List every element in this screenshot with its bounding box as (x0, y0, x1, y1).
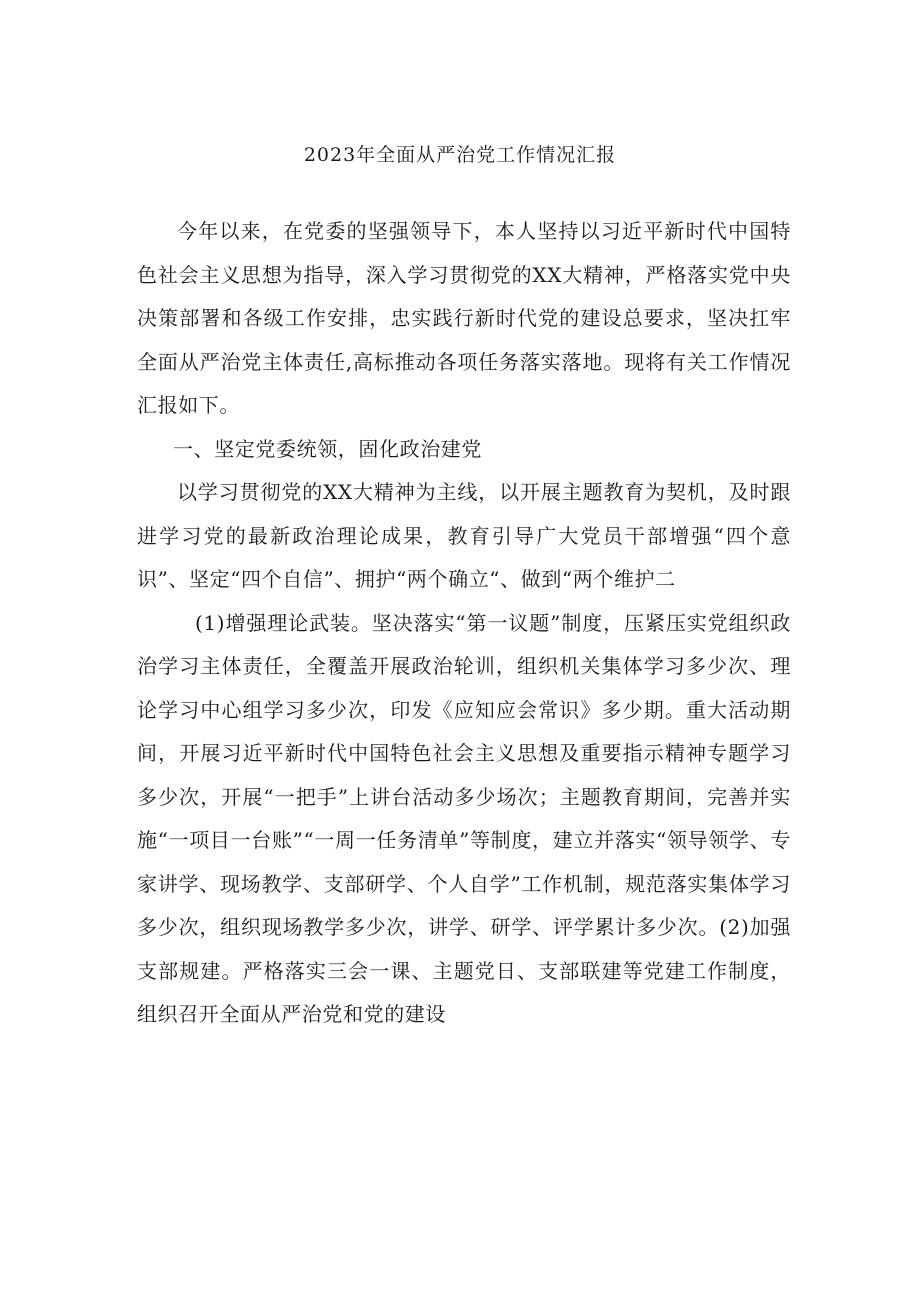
document-title: 2023年全面从严治党工作情况汇报 (303, 144, 617, 166)
paragraph-section-1: 以学习贯彻党的XX大精神为主线，以开展主题教育为契机，及时跟进学习党的最新政治理论成果，教育引导广大党员干部增强“四个意识”、坚定“四个自信”、拥护“两个确立“、做到“两个维护二 (137, 480, 791, 591)
paragraph-item-1: (1)增强理论武装。坚决落实“第一议题”制度，压紧压实党组织政治学习主体责任，全覆盖开展政治轮训，组织机关集体学习多少次、理论学习中心组学习多少次，印发《应知应会常识》多少期。重大活动期间，开展习近平新时代中国特色社会主义思想及重要指示精神专题学习多少次，开展“一把手”上讲台活动多少场次；主题教育期间，完善并实施“一项目一台账”“一周一任务清单”等制度，建立并落实“领导领学、专家讲学、现场教学、支部研学、个人自学”工作机制，规范落实集体学习多少次，组织现场教学多少次，讲学、研学、评学累计多少次。(2)加强支部规建。严格落实三会一课、主题党日、支部联建等党建工作制度，组织召开全面从严治党和党的建设 (137, 610, 791, 1026)
section-heading-1: 一、坚定党委统领，固化政治建党 (173, 436, 482, 461)
document-body (137, 210, 791, 1037)
paragraph-intro: 今年以来，在党委的坚强领导下，本人坚持以习近平新时代中国特色社会主义思想为指导，深入学习贯彻党的XX大精神，严格落实党中央决策部署和各级工作安排，忠实践行新时代党的建设总要求，坚决扛牢全面从严治党主体责任,高标推动各项任务落实落地。现将有关工作情况汇报如下。 (137, 219, 791, 417)
